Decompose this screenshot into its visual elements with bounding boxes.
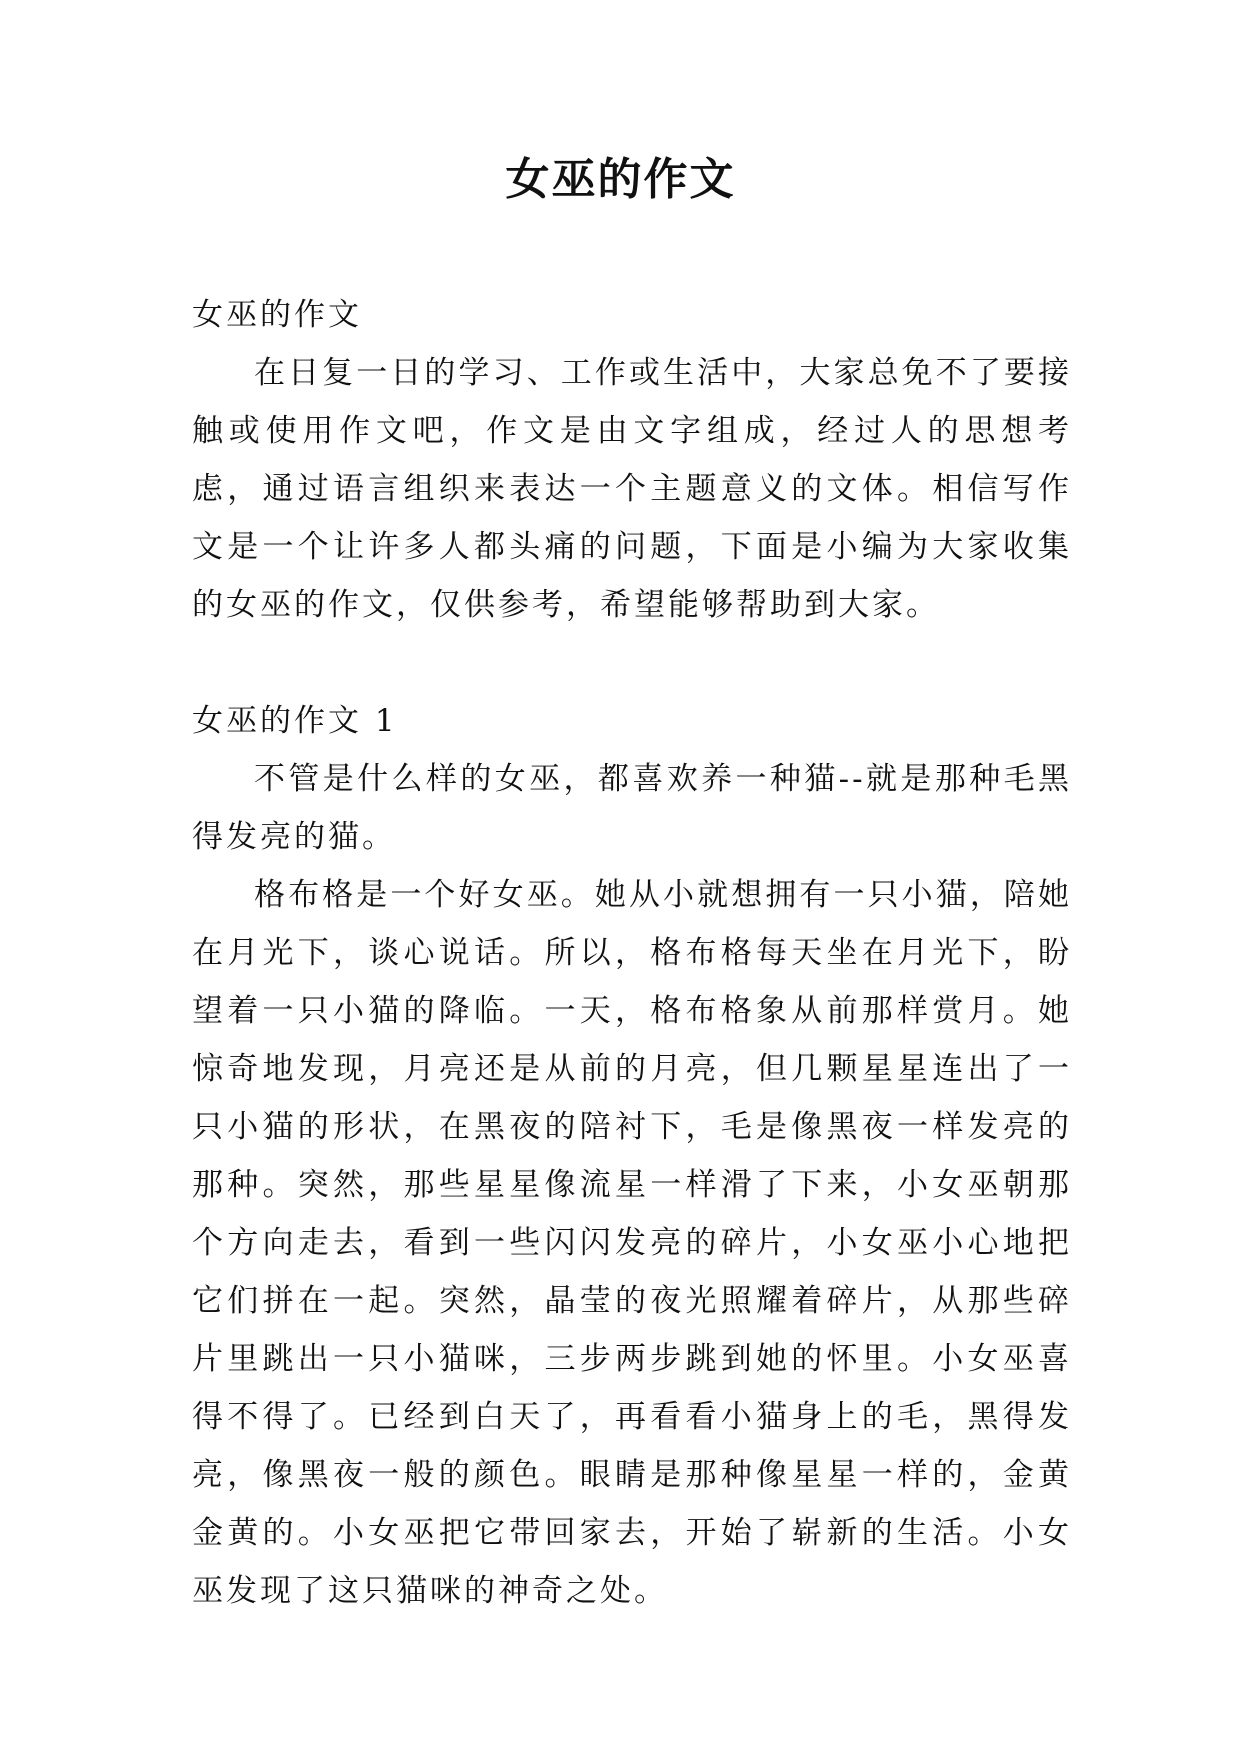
section-1-heading: 女巫的作文 1 <box>192 703 398 739</box>
document-title: 女巫的作文 <box>505 154 736 205</box>
intro-heading: 女巫的作文 <box>192 297 362 333</box>
section-gap <box>192 634 1072 692</box>
section-1-paragraph-1: 不管是什么样的女巫，都喜欢养一种猫--就是那种毛黑得发亮的猫。 <box>192 761 1072 855</box>
document-body <box>192 286 1072 1620</box>
section-1-paragraph-2: 格布格是一个好女巫。她从小就想拥有一只小猫，陪她在月光下，谈心说话。所以，格布格每天坐在月光下，盼望着一只小猫的降临。一天，格布格象从前那样赏月。她惊奇地发现，月亮还是从前的月亮，但几颗星星连出了一只小猫的形状，在黑夜的陪衬下，毛是像黑夜一样发亮的那种。突然，那些星星像流星一样滑了下来，小女巫朝那个方向走去，看到一些闪闪发亮的碎片，小女巫小心地把它们拼在一起。突然，晶莹的夜光照耀着碎片，从那些碎片里跳出一只小猫咪，三步两步跳到她的怀里。小女巫喜得不得了。已经到白天了，再看看小猫身上的毛，黑得发亮，像黑夜一般的颜色。眼睛是那种像星星一样的，金黄金黄的。小女巫把它带回家去，开始了崭新的生活。小女巫发现了这只猫咪的神奇之处。 <box>192 877 1072 1609</box>
intro-paragraph: 在日复一日的学习、工作或生活中，大家总免不了要接触或使用作文吧，作文是由文字组成，经过人的思想考虑，通过语言组织来表达一个主题意义的文体。相信写作文是一个让许多人都头痛的问题，下面是小编为大家收集的女巫的作文，仅供参考，希望能够帮助到大家。 <box>192 355 1072 623</box>
